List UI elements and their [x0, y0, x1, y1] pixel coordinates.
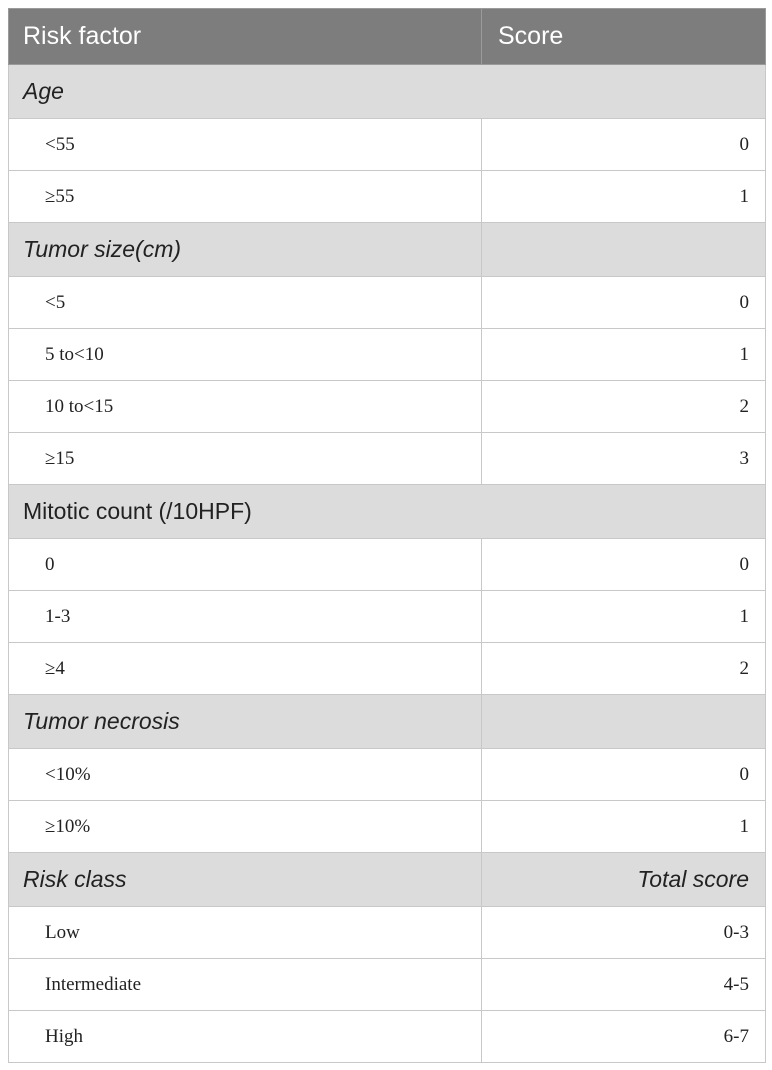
row-label: ≥15 [9, 433, 482, 485]
section-tumor-size [9, 223, 766, 277]
table-row [9, 171, 766, 223]
table-row [9, 381, 766, 433]
row-score: 1 [482, 171, 766, 223]
row-label: 10 to<15 [9, 381, 482, 433]
section-title: Tumor size(cm) [9, 223, 482, 277]
table-header-row [9, 9, 766, 65]
section-title: Age [9, 65, 766, 119]
table-row [9, 433, 766, 485]
score-header: Score [482, 9, 766, 65]
table-row [9, 1011, 766, 1063]
risk-factor-header: Risk factor [9, 9, 482, 65]
section-mitotic-count [9, 485, 766, 539]
table-row [9, 539, 766, 591]
table-row [9, 591, 766, 643]
row-label: <5 [9, 277, 482, 329]
row-score: 1 [482, 801, 766, 853]
row-score: 6-7 [482, 1011, 766, 1063]
row-label: Low [9, 907, 482, 959]
row-label: 1-3 [9, 591, 482, 643]
table-row [9, 119, 766, 171]
row-score: 1 [482, 329, 766, 381]
table-row [9, 749, 766, 801]
row-score: 0-3 [482, 907, 766, 959]
row-score: 0 [482, 749, 766, 801]
row-score: 1 [482, 591, 766, 643]
section-title: Tumor necrosis [9, 695, 482, 749]
row-label: ≥4 [9, 643, 482, 695]
section-age [9, 65, 766, 119]
row-label: 0 [9, 539, 482, 591]
table-row [9, 907, 766, 959]
row-label: 5 to<10 [9, 329, 482, 381]
table-row [9, 643, 766, 695]
row-label: High [9, 1011, 482, 1063]
row-label: Intermediate [9, 959, 482, 1011]
section-score-empty [482, 223, 766, 277]
row-score: 0 [482, 277, 766, 329]
row-score: 2 [482, 381, 766, 433]
row-label: <10% [9, 749, 482, 801]
row-score: 4-5 [482, 959, 766, 1011]
row-label: <55 [9, 119, 482, 171]
table-row [9, 329, 766, 381]
row-score: 3 [482, 433, 766, 485]
row-score: 0 [482, 119, 766, 171]
table-row [9, 959, 766, 1011]
row-label: ≥10% [9, 801, 482, 853]
section-score-title: Total score [482, 853, 766, 907]
section-score-empty [482, 695, 766, 749]
section-title: Mitotic count (/10HPF) [9, 485, 766, 539]
row-score: 2 [482, 643, 766, 695]
section-risk-class [9, 853, 766, 907]
table-row [9, 801, 766, 853]
row-label: ≥55 [9, 171, 482, 223]
table-row [9, 277, 766, 329]
row-score: 0 [482, 539, 766, 591]
section-tumor-necrosis [9, 695, 766, 749]
section-title: Risk class [9, 853, 482, 907]
risk-score-table [8, 8, 766, 1063]
